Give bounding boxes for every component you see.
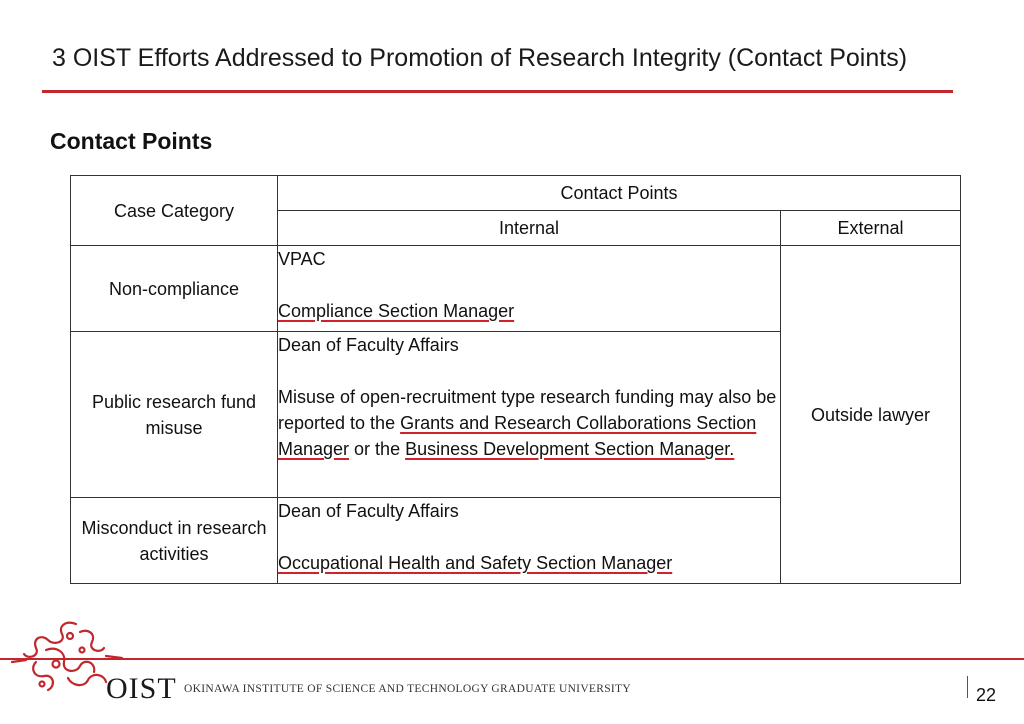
header-case-category: Case Category xyxy=(71,176,278,246)
header-contact-points: Contact Points xyxy=(278,176,961,211)
category-cell: Public research fund misuse xyxy=(71,332,278,498)
grants-section-contact: Grants and Research Collaborations Section Manager xyxy=(278,413,757,459)
business-development-contact: Business Development Section Manager. xyxy=(405,439,735,459)
header-internal: Internal xyxy=(278,211,781,246)
category-cell: Misconduct in research activities xyxy=(71,498,278,584)
internal-contact-secondary: Compliance Section Manager xyxy=(278,301,515,321)
contact-points-table xyxy=(70,175,961,584)
slide-title: 3 OIST Efforts Addressed to Promotion of Research Integrity (Contact Points) xyxy=(52,44,908,72)
internal-contact-cell xyxy=(278,498,781,584)
header-external: External xyxy=(781,211,961,246)
page-number: 22 xyxy=(976,685,997,705)
university-name: OKINAWA INSTITUTE OF SCIENCE AND TECHNOLOGY GRADUATE UNIVERSITY xyxy=(184,683,631,695)
external-contact-cell: Outside lawyer xyxy=(781,246,961,584)
internal-contact-primary: Dean of Faculty Affairs xyxy=(278,501,459,521)
misuse-reporting-note xyxy=(278,384,780,462)
internal-contact-cell xyxy=(278,332,781,498)
internal-contact-primary: VPAC xyxy=(278,249,326,269)
note-text: Misuse of open-recruitment type research funding may also be reported to the xyxy=(278,387,777,433)
note-text: or the xyxy=(349,439,406,459)
title-divider xyxy=(42,90,953,93)
table-row-non-compliance xyxy=(71,246,961,332)
internal-contact-primary: Dean of Faculty Affairs xyxy=(278,335,459,355)
footer-divider xyxy=(0,658,1024,660)
category-cell: Non-compliance xyxy=(71,246,278,332)
page-number-divider xyxy=(967,676,968,698)
internal-contact-cell xyxy=(278,246,781,332)
internal-contact-secondary: Occupational Health and Safety Section Manager xyxy=(278,553,673,573)
section-heading: Contact Points xyxy=(50,128,213,154)
oist-wordmark: OIST xyxy=(106,672,177,705)
